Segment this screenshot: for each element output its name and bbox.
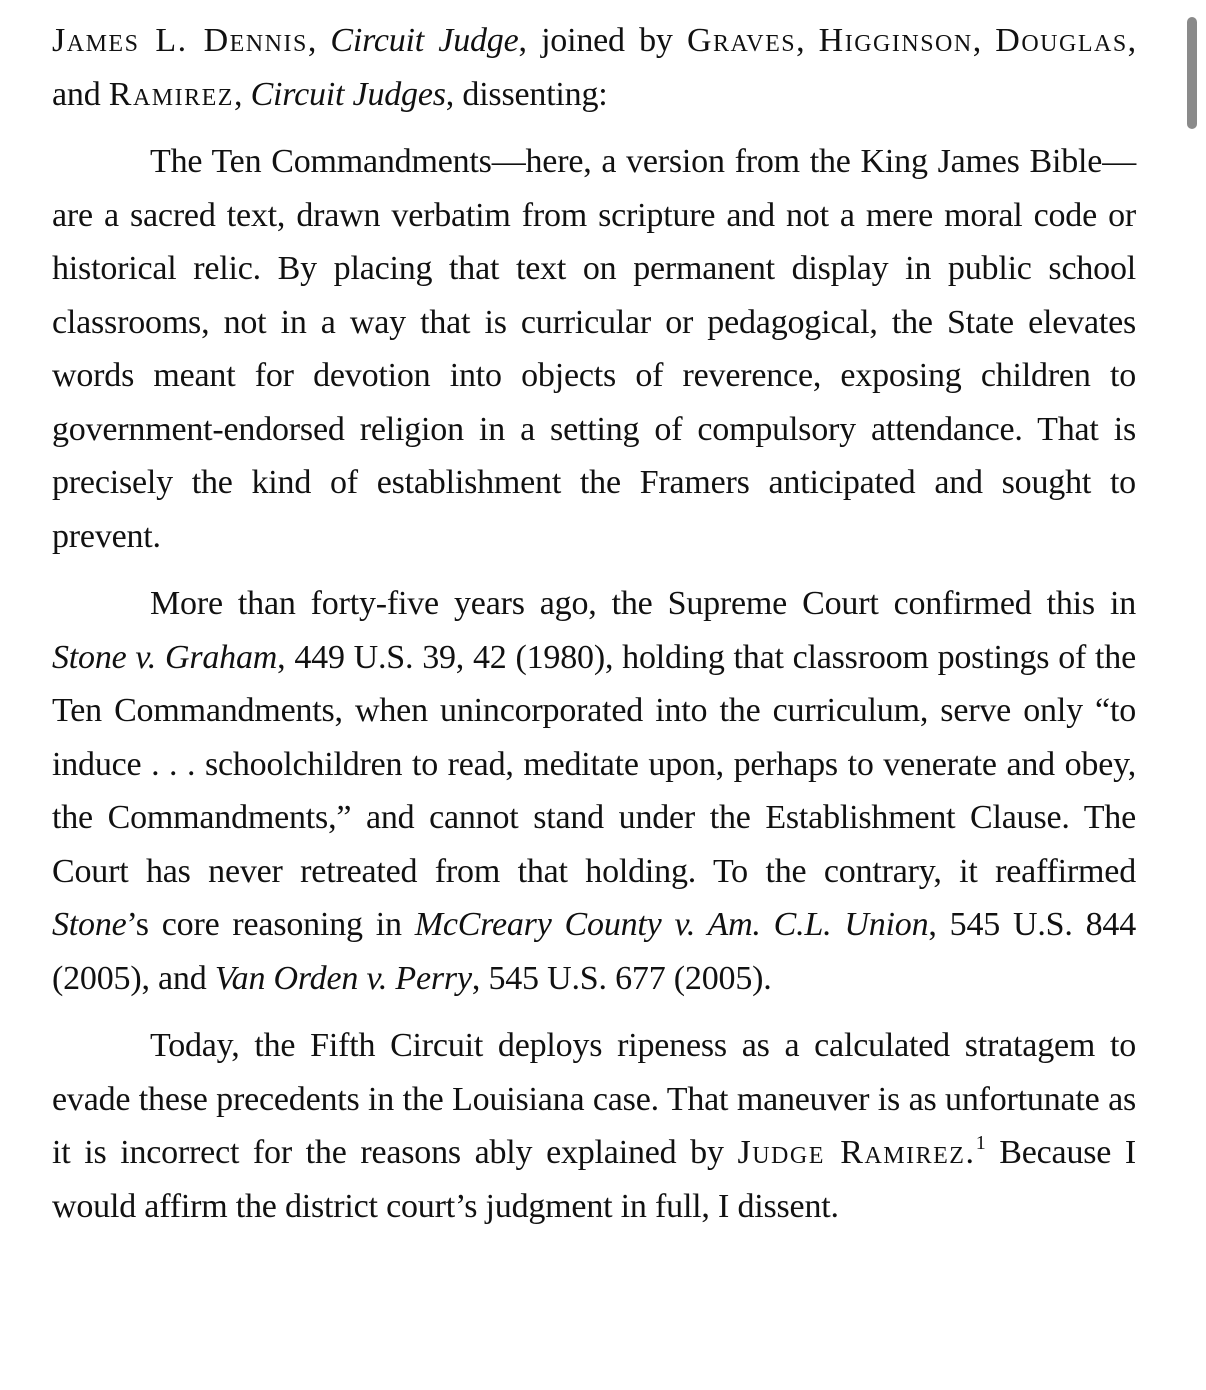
- footnote-marker[interactable]: 1: [975, 1132, 986, 1154]
- disposition: dissenting:: [462, 75, 608, 113]
- joined-by-text: joined by: [541, 22, 673, 59]
- case-citation: McCreary County v. Am. C.L. Union: [414, 906, 929, 943]
- judge-name: Judge Ramirez: [737, 1134, 966, 1171]
- case-citation: Van Orden v. Perry: [214, 959, 472, 997]
- case-citation: Stone: [52, 906, 127, 943]
- joiner-name: Ramirez: [108, 75, 234, 113]
- author-title: Circuit Judge: [330, 22, 519, 59]
- joiners-title: Circuit Judges: [250, 75, 446, 113]
- joiner-name: Higginson: [818, 22, 973, 59]
- opinion-page: [52, 14, 1136, 1233]
- author-name: James L. Dennis: [52, 22, 308, 59]
- joiner-name: Graves: [686, 22, 797, 59]
- paragraph-2: More than forty-five years ago, the Supreme Court confirmed this in Stone v. Graham, 449 U.S. 39, 42 (1980), holding that classroom postings of the Ten Commandments, when unincorporated into the curriculum, serve only “to induce . . . schoolchildren to read, meditate upon, perhaps to venerate and obey, the Commandments,” and cannot stand under the Establishment Clause. The Court has never retreated from that holding. To the contrary, it reaffirmed Stone’s core reasoning in McCreary County v. Am. C.L. Union, 545 U.S. 844 (2005), and Van Orden v. Perry, 545 U.S. 677 (2005).: [52, 585, 1136, 997]
- paragraph-1: The Ten Commandments—here, a version from the King James Bible—are a sacred text, drawn verbatim from scripture and not a mere moral code or historical relic. By placing that text on permanent display in public school classrooms, not in a way that is curricular or pedagogical, the State elevates words meant for devotion into objects of reverence, exposing children to government-endorsed religion in a setting of compulsory attendance. That is precisely the kind of establishment the Framers anticipated and sought to prevent.: [52, 143, 1136, 555]
- vertical-scrollbar[interactable]: [1187, 17, 1197, 129]
- case-citation: Stone v. Graham: [52, 638, 278, 676]
- dissent-heading: James L. Dennis, Circuit Judge, joined by Graves, Higginson, Douglas, and Ramirez, Circuit Judges, dissenting:: [52, 22, 1136, 113]
- paragraph-3: Today, the Fifth Circuit deploys ripeness as a calculated stratagem to evade these precedents in the Louisiana case. That maneuver is as unfortunate as it is incorrect for the reasons ably explained by Judge Ramirez. $^1$ Because I would affirm the district court’s judgment in full, I dissent.: [52, 1027, 1137, 1225]
- joiner-name: Douglas: [995, 22, 1128, 59]
